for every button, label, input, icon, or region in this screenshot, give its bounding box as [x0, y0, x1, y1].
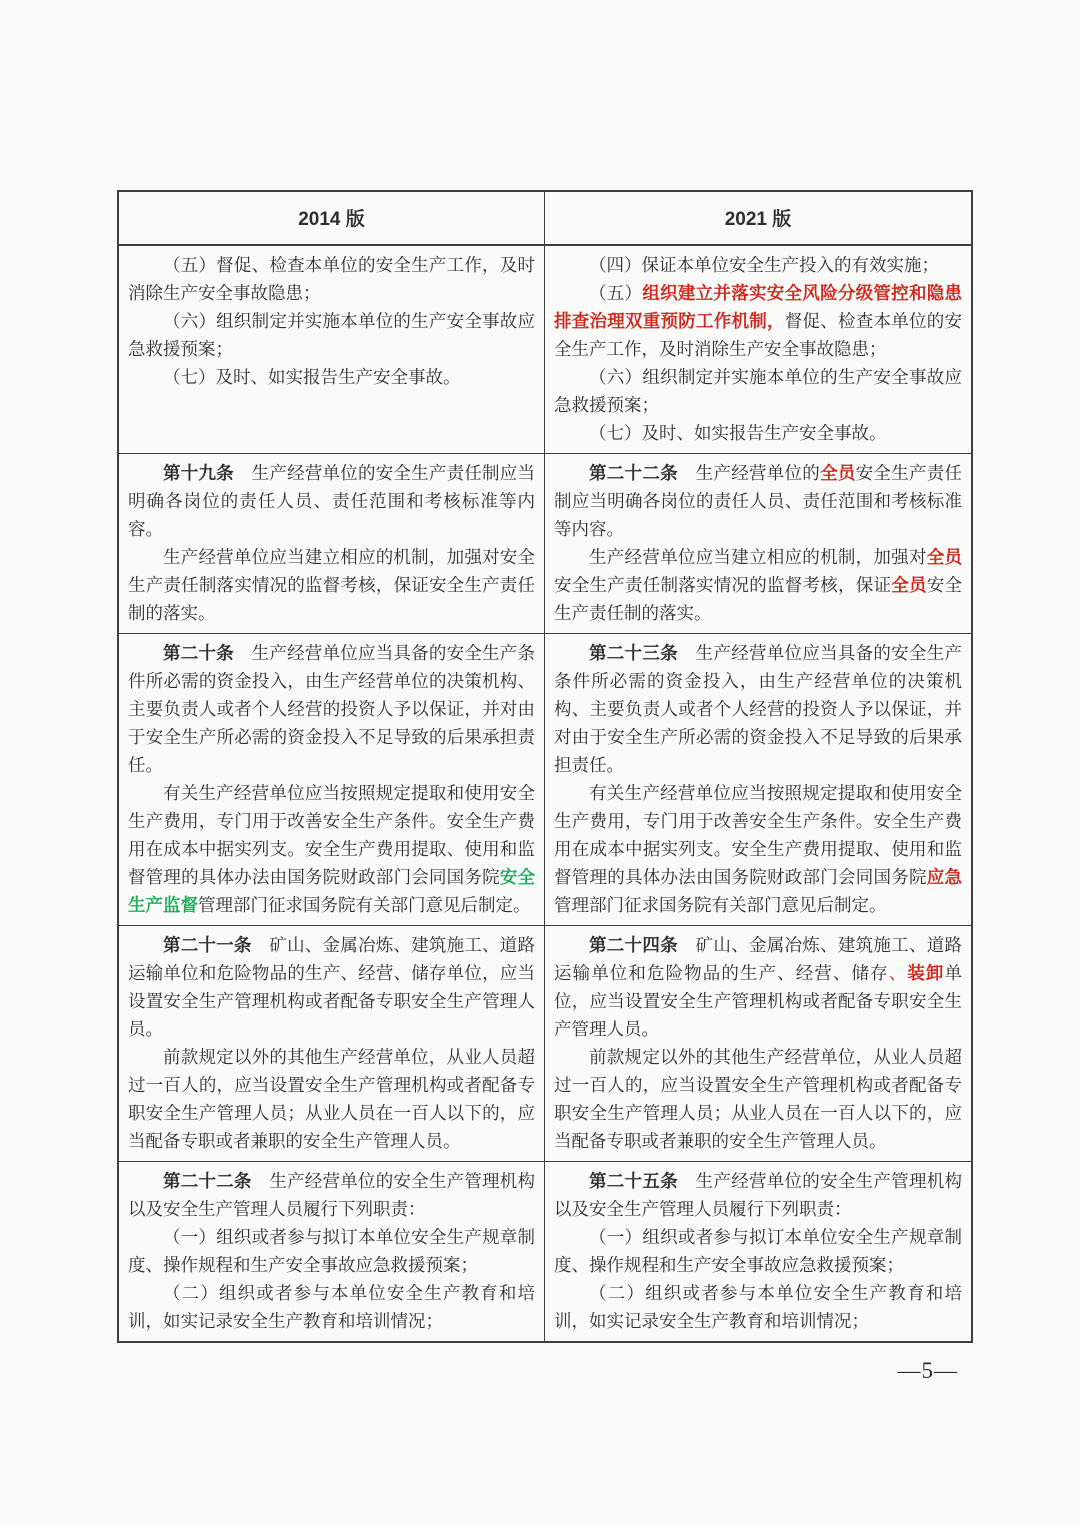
law-paragraph [554, 459, 962, 543]
added-text-highlight: 全员 [820, 463, 856, 483]
cell-2021-version [545, 454, 971, 633]
comparison-row-3 [119, 634, 971, 926]
table-header-2014: 2014 版 [119, 192, 545, 244]
added-text-highlight: 、 [888, 963, 908, 983]
table-header-row [119, 192, 971, 246]
law-text: 生产经营单位应当建立相应的机制，加强对安全生产责任制落实情况的监督考核，保证安全生产责任制的落实。 [128, 547, 535, 623]
law-paragraph [128, 639, 535, 779]
law-text: （五）督促、检查本单位的安全生产工作，及时消除生产安全事故隐患； [128, 255, 535, 303]
law-paragraph [128, 1279, 535, 1335]
law-paragraph [128, 1223, 535, 1279]
law-paragraph [128, 779, 535, 919]
law-paragraph [554, 931, 962, 1043]
cell-2014-version [119, 634, 545, 925]
law-text: （六）组织制定并实施本单位的生产安全事故应急救援预案； [128, 311, 535, 359]
added-text-highlight: 全员 [891, 575, 927, 595]
law-text: 单位，应当设置安全生产管理机构或者配备专职安全生产管理人员。 [554, 963, 963, 1039]
law-text: 生产经营单位的 [677, 463, 821, 483]
law-text: 生产经营单位的安全生产管理机构以及安全生产管理人员履行下列职责： [128, 1171, 535, 1219]
page-number: —5— [897, 1358, 958, 1383]
law-comparison-table [117, 190, 973, 1343]
law-text: （一）组织或者参与拟订本单位安全生产规章制度、操作规程和生产安全事故应急救援预案； [128, 1227, 535, 1275]
law-text: 安全生产责任制落实情况的监督考核，保证 [554, 575, 892, 595]
article-number: 第二十三条 [589, 643, 678, 663]
law-text: 生产经营单位应当具备的安全生产条件所必需的资金投入，由生产经营单位的决策机构、主要负责人或者个人经营的投资人予以保证，并对由于安全生产所必需的资金投入不足导致的后果承担责任。 [128, 643, 536, 775]
law-paragraph [128, 363, 535, 391]
added-text-highlight: 组织建立并落实安全风险分级管控和隐患排查治理双重预防工作机制， [554, 283, 963, 331]
comparison-row-1 [119, 246, 971, 454]
law-paragraph [554, 639, 962, 779]
cell-2021-version [545, 1162, 971, 1341]
removed-term-highlight: 安全生产监督 [128, 867, 536, 915]
law-paragraph [554, 419, 962, 447]
added-text-highlight: 全员 [926, 547, 963, 567]
law-text: 安全生产责任制的落实。 [554, 575, 962, 623]
law-paragraph [128, 459, 535, 543]
law-paragraph [128, 307, 535, 363]
article-number: 第二十五条 [589, 1171, 678, 1191]
cell-2014-version [119, 1162, 545, 1341]
law-paragraph [128, 931, 535, 1043]
cell-2021-version [545, 926, 971, 1161]
law-text: 矿山、金属冶炼、建筑施工、道路运输单位和危险物品的生产、经营、储存 [554, 935, 962, 983]
law-paragraph [554, 279, 962, 363]
law-paragraph [554, 363, 962, 419]
cell-2014-version [119, 926, 545, 1161]
comparison-row-5 [119, 1162, 971, 1341]
law-text: 有关生产经营单位应当按照规定提取和使用安全生产费用，专门用于改善安全生产条件。安全生产费用在成本中据实列支。安全生产费用提取、使用和监督管理的具体办法由国务院财政部门会同国务院 [554, 783, 962, 887]
law-text: （六）组织制定并实施本单位的生产安全事故应急救援预案； [554, 367, 962, 415]
law-paragraph [128, 543, 535, 627]
added-text-highlight: 应急 [926, 867, 962, 887]
article-number: 第二十四条 [589, 935, 678, 955]
law-text: 前款规定以外的其他生产经营单位，从业人员超过一百人的，应当设置安全生产管理机构或者配备专职安全生产管理人员；从业人员在一百人以下的，应当配备专职或者兼职的安全生产管理人员。 [554, 1047, 962, 1151]
law-paragraph [554, 1279, 962, 1335]
law-paragraph [128, 1167, 535, 1223]
law-text: （四）保证本单位安全生产投入的有效实施； [589, 255, 939, 275]
cell-2021-version [545, 634, 971, 925]
comparison-row-2 [119, 454, 971, 634]
law-text: （二）组织或者参与本单位安全生产教育和培训，如实记录安全生产教育和培训情况； [554, 1283, 962, 1331]
comparison-row-4 [119, 926, 971, 1162]
law-paragraph [554, 779, 962, 919]
law-text: （二）组织或者参与本单位安全生产教育和培训，如实记录安全生产教育和培训情况； [128, 1283, 535, 1331]
law-text: 管理部门征求国务院有关部门意见后制定。 [554, 895, 887, 915]
law-paragraph [554, 1043, 962, 1155]
cell-2021-version [545, 246, 971, 453]
law-text: 生产经营单位的安全生产管理机构以及安全生产管理人员履行下列职责： [554, 1171, 962, 1219]
law-text: 前款规定以外的其他生产经营单位，从业人员超过一百人的，应当设置安全生产管理机构或者配备专职安全生产管理人员；从业人员在一百人以下的，应当配备专职或者兼职的安全生产管理人员。 [128, 1047, 535, 1151]
law-text: 生产经营单位应当建立相应的机制，加强对 [589, 547, 927, 567]
table-body [119, 246, 971, 1341]
article-number: 第十九条 [163, 463, 234, 483]
law-text: （五） [589, 283, 643, 303]
law-text: （七）及时、如实报告生产安全事故。 [163, 367, 461, 387]
law-text: 安全生产责任制应当明确各岗位的责任人员、责任范围和考核标准等内容。 [554, 463, 963, 539]
law-text: （七）及时、如实报告生产安全事故。 [589, 423, 887, 443]
law-text: 矿山、金属冶炼、建筑施工、道路运输单位和危险物品的生产、经营、储存单位，应当设置安全生产管理机构或者配备专职安全生产管理人员。 [128, 935, 535, 1039]
law-text: 有关生产经营单位应当按照规定提取和使用安全生产费用，专门用于改善安全生产条件。安全生产费用在成本中据实列支。安全生产费用提取、使用和监督管理的具体办法由国务院财政部门会同国务院 [128, 783, 535, 887]
law-text: 督促、检查本单位的安全生产工作，及时消除生产安全事故隐患； [554, 311, 962, 359]
article-number: 第二十二条 [589, 463, 678, 483]
law-text: （一）组织或者参与拟订本单位安全生产规章制度、操作规程和生产安全事故应急救援预案； [554, 1227, 962, 1275]
law-paragraph [554, 1223, 962, 1279]
article-number: 第二十条 [163, 643, 234, 663]
law-paragraph [554, 251, 962, 279]
law-text: 生产经营单位应当具备的安全生产条件所必需的资金投入，由生产经营单位的决策机构、主要负责人或者个人经营的投资人予以保证，并对由于安全生产所必需的资金投入不足导致的后果承担责任。 [554, 643, 962, 775]
cell-2014-version [119, 454, 545, 633]
law-paragraph [128, 251, 535, 307]
law-text: 管理部门征求国务院有关部门意见后制定。 [198, 895, 531, 915]
law-paragraph [128, 1043, 535, 1155]
added-text-highlight: 装卸 [907, 963, 945, 983]
article-number: 第二十一条 [163, 935, 252, 955]
cell-2014-version [119, 246, 545, 453]
article-number: 第二十二条 [163, 1171, 252, 1191]
law-text: 生产经营单位的安全生产责任制应当明确各岗位的责任人员、责任范围和考核标准等内容。 [128, 463, 536, 539]
law-paragraph [554, 1167, 962, 1223]
law-paragraph [554, 543, 962, 627]
table-header-2021: 2021 版 [724, 209, 792, 230]
